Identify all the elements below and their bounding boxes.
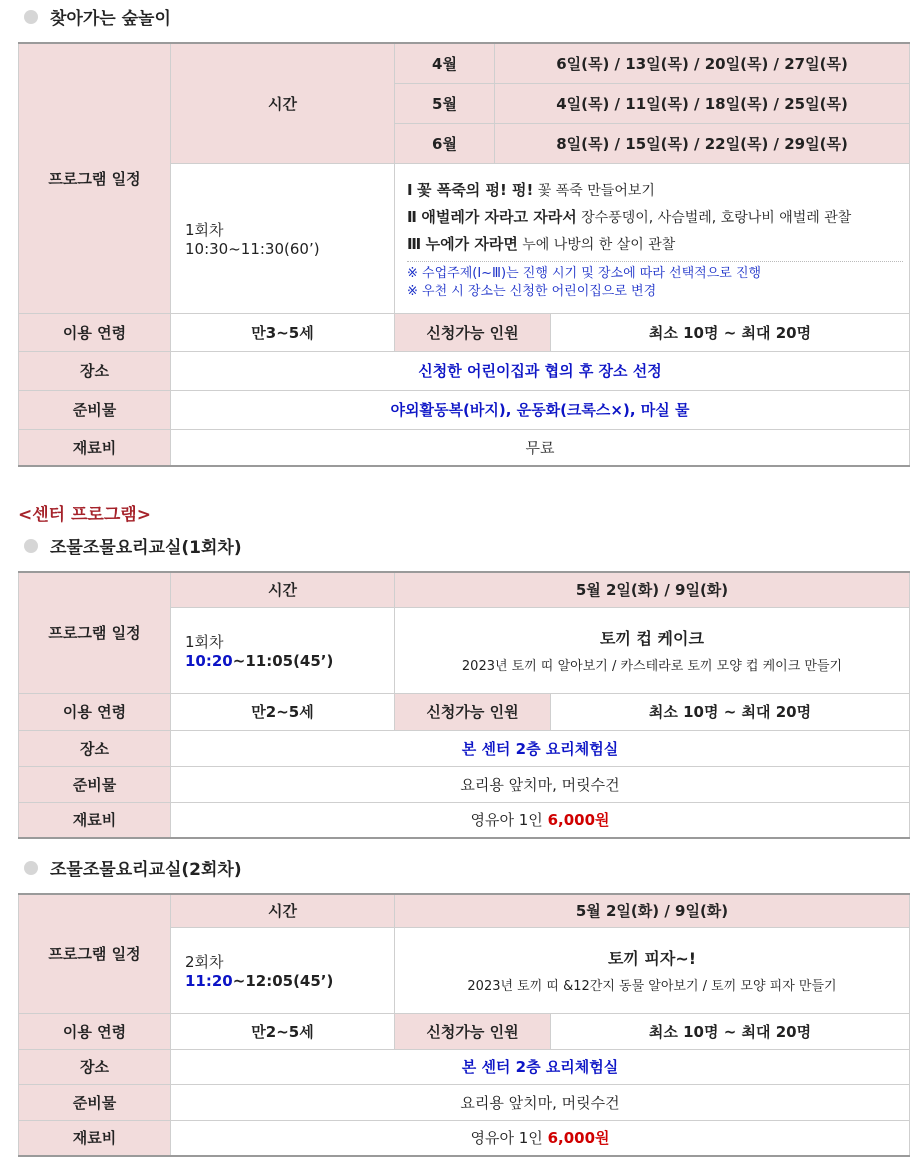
fee-label: 재료비 bbox=[19, 429, 171, 466]
menu-desc: 2023년 토끼 띠 알아보기 / 카스테라로 토끼 모양 컵 케이크 만들기 bbox=[461, 659, 843, 674]
age-value: 만3~5세 bbox=[171, 313, 395, 351]
activity-item: Ⅲ 누에가 자라면 누에 나방의 한 살이 관찰 bbox=[407, 234, 676, 253]
section-title: 찾아가는 숲놀이 bbox=[50, 9, 171, 29]
place-value: 본 센터 2층 요리체험실 bbox=[171, 1049, 910, 1084]
place-label: 장소 bbox=[19, 1049, 171, 1084]
schedule-label: 프로그램 일정 bbox=[19, 43, 171, 313]
session-cell bbox=[171, 607, 395, 693]
prep-value: 요리용 앞치마, 머릿수건 bbox=[171, 1084, 910, 1120]
schedule-label: 프로그램 일정 bbox=[19, 894, 171, 1013]
section-heading-forest bbox=[24, 4, 171, 29]
capacity-label: 신청가능 인원 bbox=[395, 313, 551, 351]
bullet-circle-icon bbox=[24, 861, 38, 875]
capacity-label: 신청가능 인원 bbox=[395, 1013, 551, 1049]
place-label: 장소 bbox=[19, 730, 171, 766]
month-label: 4월 bbox=[395, 43, 495, 83]
time-label: 시간 bbox=[171, 43, 395, 163]
place-label: 장소 bbox=[19, 351, 171, 390]
month-dates: 8일(목) / 15일(목) / 22일(목) / 29일(목) bbox=[495, 123, 910, 163]
section-heading-cooking-2 bbox=[24, 855, 242, 880]
prep-value: 요리용 앞치마, 머릿수건 bbox=[171, 766, 910, 802]
schedule-label: 프로그램 일정 bbox=[19, 572, 171, 693]
session-time-end: ~11:05(45’) bbox=[232, 651, 334, 670]
session-cell bbox=[171, 163, 395, 313]
fee-label: 재료비 bbox=[19, 1120, 171, 1156]
session-label: 1회차 bbox=[185, 632, 224, 651]
session-label: 1회차 bbox=[185, 220, 224, 239]
month-dates: 6일(목) / 13일(목) / 20일(목) / 27일(목) bbox=[495, 43, 910, 83]
menu-title: 토끼 컵 케이크 bbox=[600, 629, 704, 648]
session-time-end: ~12:05(45’) bbox=[232, 971, 334, 990]
section-title: 조물조물요리교실(1회차) bbox=[50, 538, 242, 558]
section-heading-cooking-1 bbox=[24, 533, 242, 558]
cooking-2-table bbox=[18, 893, 910, 1157]
fee-value: 무료 bbox=[171, 429, 910, 466]
activity-item: Ⅰ 꽃 폭죽의 펑! 펑! 꽃 폭죽 만들어보기 bbox=[407, 180, 655, 199]
section-title: 조물조물요리교실(2회차) bbox=[50, 860, 242, 880]
place-value: 본 센터 2층 요리체험실 bbox=[171, 730, 910, 766]
session-time-start: 11:20 bbox=[185, 971, 233, 990]
time-label: 시간 bbox=[171, 894, 395, 927]
prep-label: 준비물 bbox=[19, 1084, 171, 1120]
fee-amount: 6,000원 bbox=[547, 811, 610, 830]
menu-desc: 2023년 토끼 띠 &12간지 동물 알아보기 / 토끼 모양 피자 만들기 bbox=[467, 979, 837, 994]
session-time-start: 10:20 bbox=[185, 651, 233, 670]
menu-cell bbox=[395, 607, 910, 693]
menu-title: 토끼 피자~! bbox=[607, 949, 697, 968]
capacity-value: 최소 10명 ~ 최대 20명 bbox=[551, 1013, 910, 1049]
age-label: 이용 연령 bbox=[19, 1013, 171, 1049]
fee-cell bbox=[171, 1120, 910, 1156]
dates-value: 5월 2일(화) / 9일(화) bbox=[395, 894, 910, 927]
age-label: 이용 연령 bbox=[19, 313, 171, 351]
fee-amount: 6,000원 bbox=[547, 1129, 610, 1148]
month-label: 5월 bbox=[395, 83, 495, 123]
session-cell bbox=[171, 927, 395, 1013]
month-label: 6월 bbox=[395, 123, 495, 163]
age-value: 만2~5세 bbox=[171, 693, 395, 730]
time-label: 시간 bbox=[171, 572, 395, 607]
activities-cell bbox=[395, 163, 910, 313]
forest-program-table bbox=[18, 42, 910, 467]
note-text: ※ 우천 시 장소는 신청한 어린이집으로 변경 bbox=[407, 283, 657, 299]
place-value: 신청한 어린이집과 협의 후 장소 선정 bbox=[171, 351, 910, 390]
age-value: 만2~5세 bbox=[171, 1013, 395, 1049]
session-time: 10:30~11:30(60’) bbox=[185, 239, 320, 258]
session-label: 2회차 bbox=[185, 952, 224, 971]
fee-prefix: 영유아 1인 bbox=[470, 811, 543, 830]
menu-cell bbox=[395, 927, 910, 1013]
month-dates: 4일(목) / 11일(목) / 18일(목) / 25일(목) bbox=[495, 83, 910, 123]
activity-item: Ⅱ 애벌레가 자라고 자라서 장수풍뎅이, 사슴벌레, 호랑나비 애벌레 관찰 bbox=[407, 207, 852, 226]
note-text: ※ 수업주제(Ⅰ~Ⅲ)는 진행 시기 및 장소에 따라 선택적으로 진행 bbox=[407, 265, 762, 281]
dates-value: 5월 2일(화) / 9일(화) bbox=[395, 572, 910, 607]
fee-label: 재료비 bbox=[19, 802, 171, 838]
capacity-value: 최소 10명 ~ 최대 20명 bbox=[551, 313, 910, 351]
prep-label: 준비물 bbox=[19, 390, 171, 429]
capacity-value: 최소 10명 ~ 최대 20명 bbox=[551, 693, 910, 730]
fee-cell bbox=[171, 802, 910, 838]
center-program-title: <센터 프로그램> bbox=[18, 505, 151, 525]
fee-prefix: 영유아 1인 bbox=[470, 1129, 543, 1148]
bullet-circle-icon bbox=[24, 10, 38, 24]
cooking-1-table bbox=[18, 571, 910, 839]
age-label: 이용 연령 bbox=[19, 693, 171, 730]
capacity-label: 신청가능 인원 bbox=[395, 693, 551, 730]
bullet-circle-icon bbox=[24, 539, 38, 553]
prep-value: 야외활동복(바지), 운동화(크록스×), 마실 물 bbox=[171, 390, 910, 429]
prep-label: 준비물 bbox=[19, 766, 171, 802]
